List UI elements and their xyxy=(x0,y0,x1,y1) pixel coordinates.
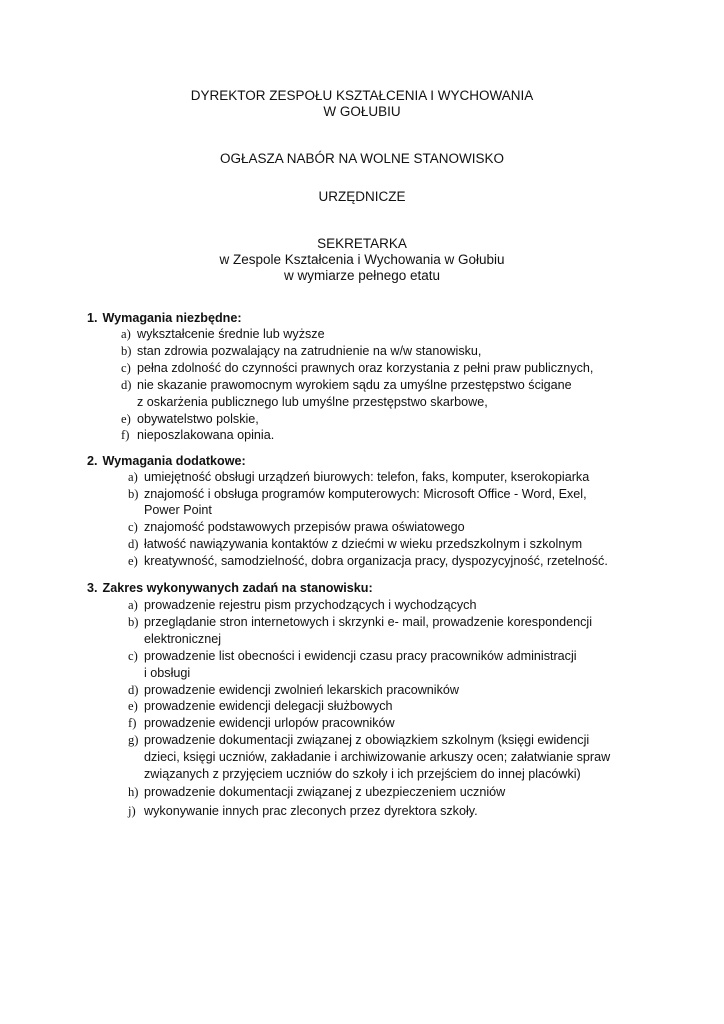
section3-title: Zakres wykonywanych zadań na stanowisku: xyxy=(102,581,373,595)
section2-number: 2. xyxy=(87,454,98,468)
position-type: URZĘDNICZE xyxy=(318,189,406,204)
list-item xyxy=(128,554,608,569)
list-text: przeglądanie stron internetowych i skrzynki e- mail, prowadzenie korespondencji xyxy=(144,615,593,629)
list-item xyxy=(128,487,587,502)
list-marker: c) xyxy=(128,520,138,534)
list-item xyxy=(128,470,589,485)
section1-heading xyxy=(87,311,242,325)
list-item xyxy=(128,649,577,664)
list-marker: b) xyxy=(128,615,139,629)
list-marker: e) xyxy=(128,699,138,713)
list-text: pełna zdolność do czynności prawnych oraz korzystania z pełni praw publicznych, xyxy=(137,361,594,375)
list-text: znajomość i obsługa programów komputerowych: Microsoft Office - Word, Exel, xyxy=(144,487,587,501)
section2-title: Wymagania dodatkowe: xyxy=(102,454,246,468)
list-item xyxy=(128,733,589,748)
list-text: prowadzenie dokumentacji związanej z ubezpieczeniem uczniów xyxy=(144,785,506,799)
list-item xyxy=(121,428,274,443)
header-line2: W GOŁUBIU xyxy=(323,104,401,119)
list-marker: b) xyxy=(121,344,132,358)
section3-number: 3. xyxy=(87,581,98,595)
list-text: nie skazanie prawomocnym wyrokiem sądu za umyślne przestępstwo ścigane xyxy=(137,378,572,392)
list-text: znajomość podstawowych przepisów prawa oświatowego xyxy=(144,520,465,534)
section2-heading xyxy=(87,454,246,468)
list-text: wykonywanie innych prac zleconych przez dyrektora szkoły. xyxy=(144,804,478,818)
list-text: prowadzenie rejestru pism przychodzących i wychodzących xyxy=(144,598,477,612)
list-text: prowadzenie list obecności i ewidencji czasu pracy pracowników administracji xyxy=(144,649,577,663)
position-title: SEKRETARKA xyxy=(317,236,407,251)
announcement: OGŁASZA NABÓR NA WOLNE STANOWISKO xyxy=(219,151,505,166)
list-item xyxy=(121,344,481,359)
list-text: umiejętność obsługi urządzeń biurowych: telefon, faks, komputer, kserokopiarka xyxy=(144,470,590,484)
list-marker: a) xyxy=(128,598,138,612)
position-time: w wymiarze pełnego etatu xyxy=(283,268,441,283)
list-text-continued: związanych z przyjęciem uczniów do szkoły i ich przejściem do innej placówki) xyxy=(144,767,581,781)
list-item xyxy=(128,520,465,535)
list-marker: a) xyxy=(121,327,131,341)
list-marker: j) xyxy=(128,804,136,818)
list-marker: b) xyxy=(128,487,139,501)
list-marker: f) xyxy=(128,716,137,730)
list-text: nieposzlakowana opinia. xyxy=(137,428,275,442)
list-item xyxy=(121,361,593,376)
section3-heading xyxy=(87,581,373,595)
list-item xyxy=(128,699,393,714)
list-text: obywatelstwo polskie, xyxy=(137,412,259,426)
list-text: prowadzenie ewidencji urlopów pracowników xyxy=(144,716,395,730)
list-text-continued: elektronicznej xyxy=(144,632,222,646)
list-item xyxy=(121,327,325,342)
list-item xyxy=(128,804,478,819)
list-text: wykształcenie średnie lub wyższe xyxy=(137,327,325,341)
list-marker: d) xyxy=(128,683,139,697)
list-text: prowadzenie dokumentacji związanej z obowiązkiem szkolnym (księgi ewidencji xyxy=(144,733,590,747)
list-marker: f) xyxy=(121,428,130,442)
list-marker: a) xyxy=(128,470,138,484)
list-marker: c) xyxy=(128,649,138,663)
list-marker: e) xyxy=(121,412,131,426)
list-text: łatwość nawiązywania kontaktów z dziećmi w wieku przedszkolnym i szkolnym xyxy=(144,537,583,551)
list-marker: h) xyxy=(128,785,139,799)
list-item xyxy=(121,378,572,393)
list-marker: e) xyxy=(128,554,138,568)
list-text-continued: z oskarżenia publicznego lub umyślne przestępstwo skarbowe, xyxy=(137,395,488,409)
section1-number: 1. xyxy=(87,311,98,325)
list-marker: c) xyxy=(121,361,131,375)
list-item xyxy=(128,615,592,630)
list-text-continued: dzieci, księgi uczniów, zakładanie i archiwizowanie arkuszy ocen; załatwianie spraw xyxy=(144,750,611,764)
list-text: prowadzenie ewidencji zwolnień lekarskich pracowników xyxy=(144,683,459,697)
list-text: stan zdrowia pozwalający na zatrudnienie na w/w stanowisku, xyxy=(137,344,482,358)
position-place: w Zespole Kształcenia i Wychowania w Gołubiu xyxy=(219,252,505,267)
list-text-continued: i obsługi xyxy=(144,666,191,680)
list-item xyxy=(128,537,582,552)
list-item xyxy=(128,785,505,800)
list-item xyxy=(121,412,259,427)
list-marker: d) xyxy=(128,537,139,551)
list-marker: g) xyxy=(128,733,139,747)
list-text: prowadzenie ewidencji delegacji służbowych xyxy=(144,699,393,713)
list-marker: d) xyxy=(121,378,132,392)
list-item xyxy=(128,716,395,731)
section1-title: Wymagania niezbędne: xyxy=(102,311,242,325)
list-item xyxy=(128,683,459,698)
list-text: kreatywność, samodzielność, dobra organizacja pracy, dyspozycyjność, rzetelność. xyxy=(144,554,608,568)
list-text-continued: Power Point xyxy=(144,503,212,517)
header-line1: DYREKTOR ZESPOŁU KSZTAŁCENIA I WYCHOWANIA xyxy=(190,88,534,103)
list-item xyxy=(128,598,476,613)
